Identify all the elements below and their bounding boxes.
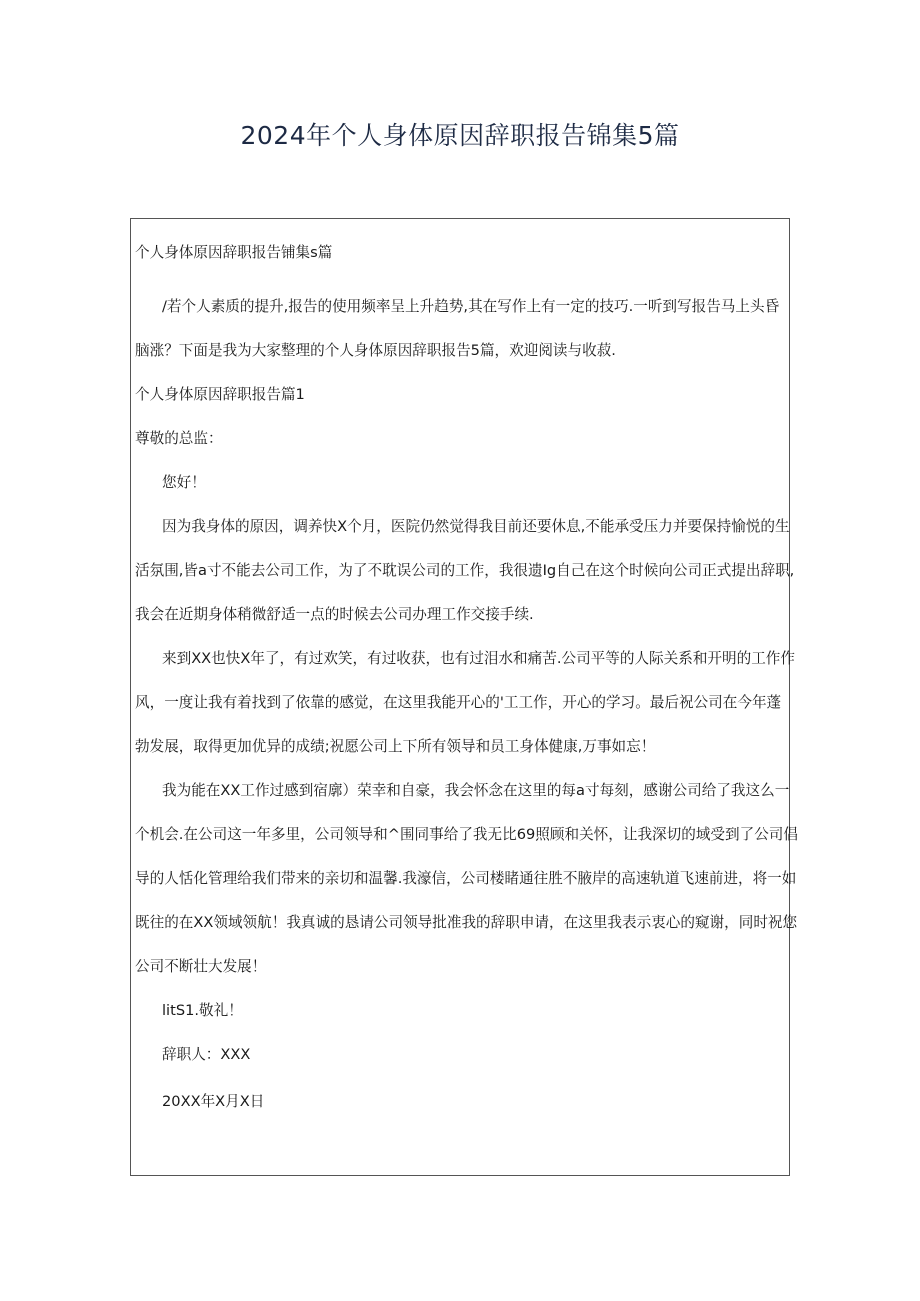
salutation: 尊敬的总监：: [135, 430, 223, 447]
date: 20XX年X月X日: [162, 1093, 265, 1110]
paragraph-line: 导的人恬化管理给我们带来的亲切和温馨.我濠信，公司楼睹通往胜不腋岸的高速轨道飞速前进，将一如: [135, 870, 797, 887]
paragraph-3: [135, 779, 798, 978]
paragraph-line: 来到XX也快X年了，有过欢笑，有过收获，也有过泪水和痛苦.公司平等的人际关系和开明的工作作: [162, 650, 795, 667]
document-title: 2024年个人身体原因辞职报告锦集5篇: [240, 121, 680, 150]
paragraph-line: 个机会.在公司这一年多里，公司领导和^围同事给了我无比69照顾和关怀，让我深切的域受到了公司倡: [135, 826, 798, 843]
greeting: 您好！: [162, 474, 206, 491]
paragraph-line: 风，一度让我有着找到了依靠的感觉，在这里我能开心的'工工作，开心的学习。最后祝公司在今年蓬: [135, 694, 782, 711]
paragraph-1: [135, 515, 795, 626]
paragraph-line: 活氛围,皆a寸不能去公司工作，为了不耽误公司的工作，我很遗Ig自己在这个时候向公司正式提出辞职,: [135, 562, 795, 579]
intro-line: /若个人素质的提升,报告的使用频率呈上升趋势,其在写作上有一定的技巧.一听到写报告马上头昏: [162, 298, 780, 315]
subtitle: 个人身体原因辞职报告铺集s篇: [135, 244, 333, 261]
paragraph-line: 勃发展，取得更加优异的成绩;祝愿公司上下所有领导和员工身体健康,万事如忘！: [135, 738, 656, 755]
paragraph-line: 我会在近期身体稍微舒适一点的时候去公司办理工作交接手续.: [135, 606, 534, 623]
section-heading: 个人身体原因辞职报告篇1: [135, 386, 305, 403]
intro-paragraph: [135, 295, 789, 362]
paragraph-line: 公司不断壮大发展！: [135, 958, 267, 975]
signer: 辞职人：XXX: [162, 1046, 251, 1063]
paragraph-2: [135, 647, 795, 758]
intro-line: 脑涨？下面是我为大家整理的个人身体原因辞职报告5篇，欢迎阅读与收菽.: [135, 342, 616, 359]
paragraph-line: 既往的在XX领域领航！我真诚的恳请公司领导批准我的辞职申请，在这里我表示衷心的窥谢，同时祝您: [135, 914, 798, 931]
document-body: [130, 218, 798, 1176]
paragraph-line: 我为能在XX工作过感到宿廓）荣幸和自豪，我会怀念在这里的每a寸每刻，感谢公司给了我这么一: [162, 782, 790, 799]
closing: litS1.敬礼！: [162, 1002, 243, 1019]
paragraph-line: 因为我身体的原因，调养快X个月，医院仍然觉得我目前还要休息,不能承受压力并要保持愉悦的生: [162, 518, 790, 535]
